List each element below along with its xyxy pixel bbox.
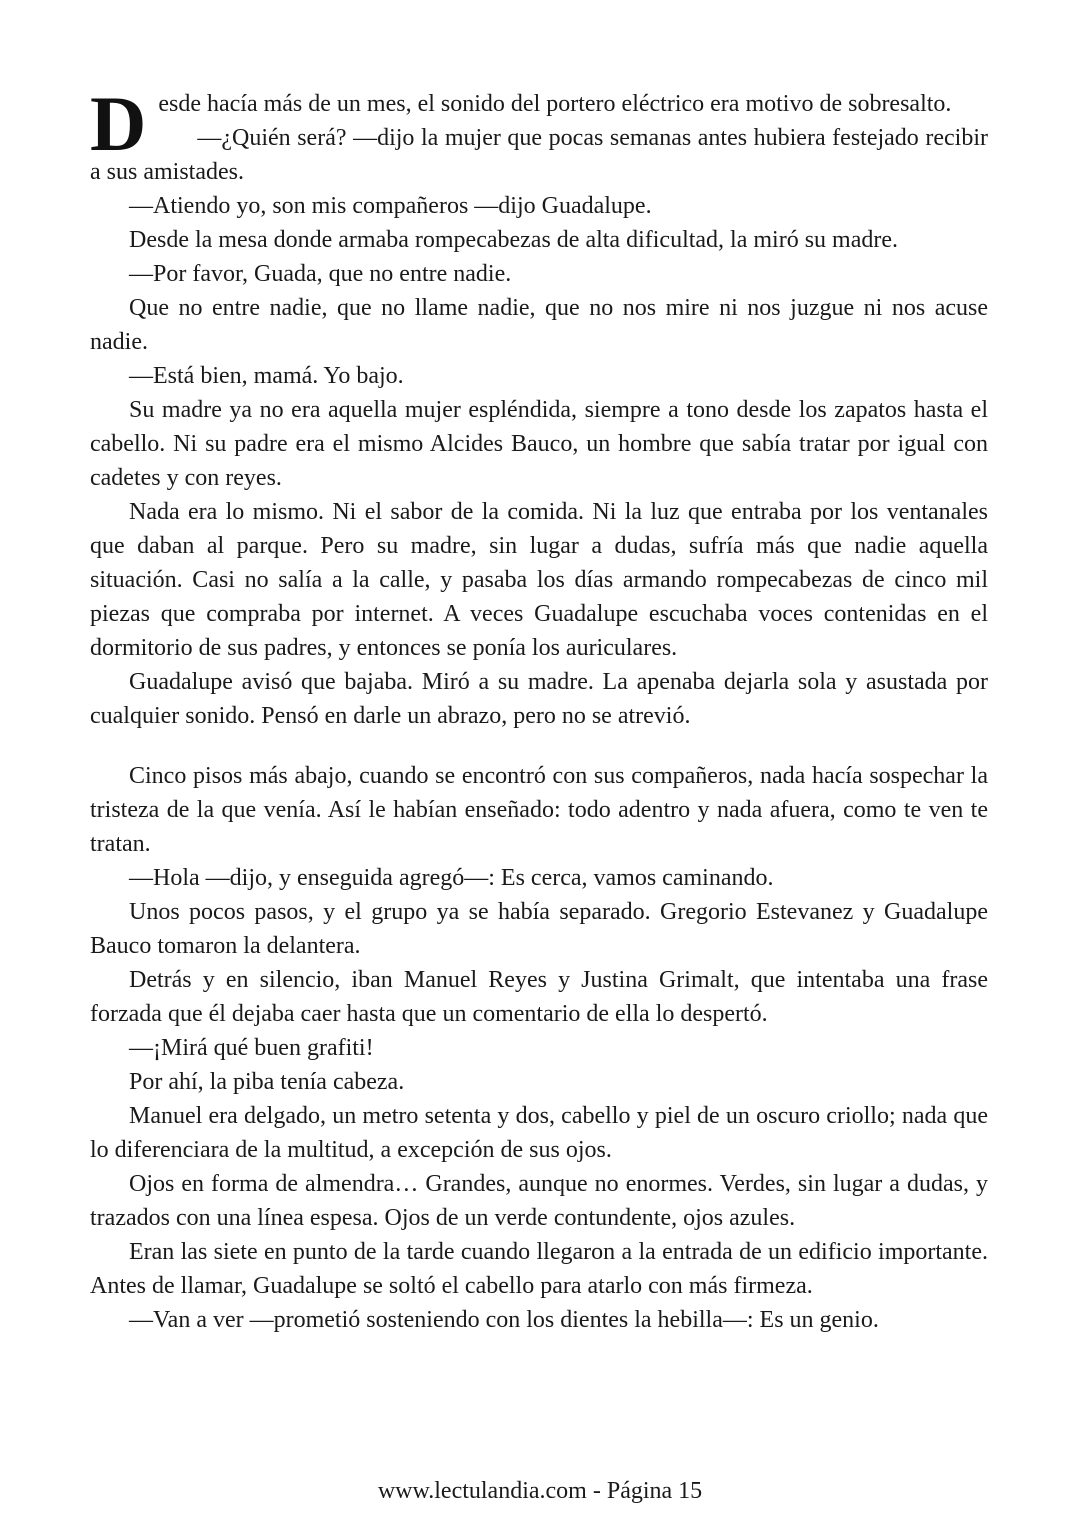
paragraph-9: Nada era lo mismo. Ni el sabor de la comida. Ni la luz que entraba por los ventanales que daban al parque. Pero su madre, sin lugar a dudas, sufría más que nadie aquella situación. Casi no salía a la calle, y pasaba los días armando rompecabezas de cinco mil piezas que compraba por internet. A veces Guadalupe escuchaba voces contenidas en el dormitorio de sus padres, y entonces se ponía los auriculares. [90, 499, 988, 661]
paragraph-17: Manuel era delgado, un metro setenta y dos, cabello y piel de un oscuro criollo; nada que lo diferenciara de la multitud, a excepción de sus ojos. [90, 1103, 988, 1163]
paragraph-13: Unos pocos pasos, y el grupo ya se había separado. Gregorio Estevanez y Guadalupe Bauco tomaron la delantera. [90, 899, 988, 959]
paragraph-3: —Atiendo yo, son mis compañeros —dijo Guadalupe. [129, 193, 652, 219]
paragraph-5: —Por favor, Guada, que no entre nadie. [129, 261, 512, 287]
paragraph-10: Guadalupe avisó que bajaba. Miró a su madre. La apenaba dejarla sola y asustada por cualquier sonido. Pensó en darle un abrazo, pero no se atrevió. [90, 669, 988, 729]
paragraph-14: Detrás y en silencio, iban Manuel Reyes y Justina Grimalt, que intentaba una frase forzada que él dejaba caer hasta que un comentario de ella lo despertó. [90, 967, 988, 1027]
page-footer: www.lectulandia.com - Página 15 [377, 1478, 703, 1504]
paragraph-2: —¿Quién será? —dijo la mujer que pocas semanas antes hubiera festejado recibir a sus amistades. [90, 125, 988, 185]
paragraph-7: —Está bien, mamá. Yo bajo. [129, 363, 404, 389]
paragraph-19: Eran las siete en punto de la tarde cuando llegaron a la entrada de un edificio importante. Antes de llamar, Guadalupe se soltó el cabello para atarlo con más firmeza. [90, 1239, 988, 1299]
paragraph-6: Que no entre nadie, que no llame nadie, que no nos mire ni nos juzgue ni nos acuse nadie. [90, 295, 988, 355]
paragraph-20: —Van a ver —prometió sosteniendo con los dientes la hebilla—: Es un genio. [129, 1307, 879, 1333]
drop-cap: D [90, 80, 147, 167]
paragraph-4: Desde la mesa donde armaba rompecabezas de alta dificultad, la miró su madre. [129, 227, 899, 253]
paragraph-11: Cinco pisos más abajo, cuando se encontró con sus compañeros, nada hacía sospechar la tristeza de la que venía. Así le habían enseñado: todo adentro y nada afuera, como te ven te tratan. [90, 763, 988, 857]
paragraph-16: Por ahí, la piba tenía cabeza. [129, 1069, 405, 1095]
page-body [90, 80, 988, 1337]
paragraph-18: Ojos en forma de almendra… Grandes, aunque no enormes. Verdes, sin lugar a dudas, y trazados con una línea espesa. Ojos de un verde contundente, ojos azules. [90, 1171, 988, 1231]
paragraph-1-text: esde hacía más de un mes, el sonido del portero eléctrico era motivo de sobresalto. [158, 91, 952, 117]
paragraph-15: —¡Mirá qué buen grafiti! [129, 1035, 374, 1061]
paragraph-8: Su madre ya no era aquella mujer espléndida, siempre a tono desde los zapatos hasta el cabello. Ni su padre era el mismo Alcides Bauco, un hombre que sabía tratar por igual con cadetes y con reyes. [90, 397, 988, 491]
paragraph-12: —Hola —dijo, y enseguida agregó—: Es cerca, vamos caminando. [129, 865, 774, 891]
